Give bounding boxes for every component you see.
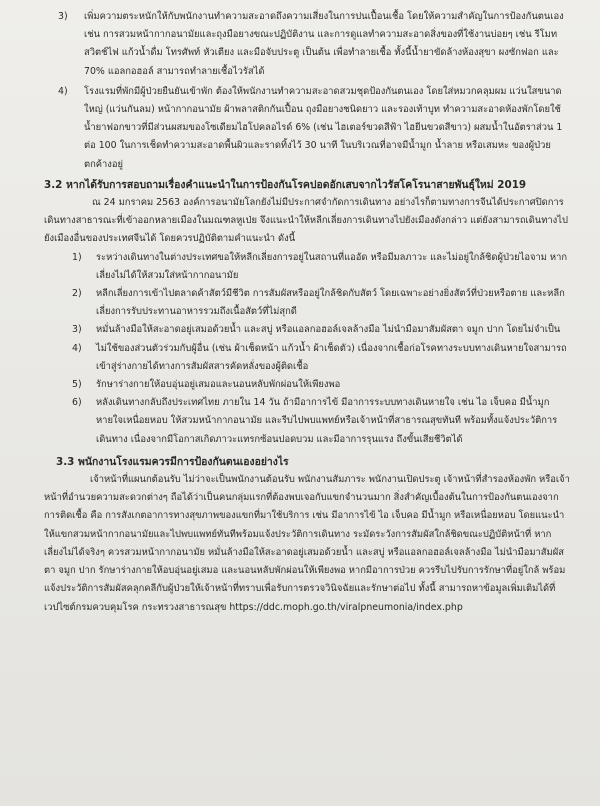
- section-intro: ณ 24 มกราคม 2563 องค์การอนามัยโลกยังไม่มีประกาศจำกัดการเดินทาง อย่างไรก็ตามทางการจีนได้ประกาศปิดการเดินทางสาธารณะที่เข้าออกหลายเมืองในมณฑลหูเป่ย จึงแนะนำให้หลีกเลี่ยงการเดินทางไปยังเมืองดังกล่าว แต่ยังสามารถเดินทางไปยังเมืองอื่นของประเทศจีนได้ โดยควรปฏิบัติตามคำแนะนำ ดังนี้: [44, 197, 568, 245]
- list-item: [44, 8, 570, 81]
- list-item: [44, 321, 570, 339]
- item-number: 2): [72, 288, 82, 300]
- item-number: 3): [58, 11, 68, 22]
- item-number: 1): [72, 251, 82, 263]
- section-body: เจ้าหน้าที่แผนกต้อนรับ ไม่ว่าจะเป็นพนักงานต้อนรับ พนักงานสัมภาระ พนักงานเปิดประตู เจ้าหน้าที่สำรองห้องพัก หรือเจ้าหน้าที่อำนวยความสะดวกต่างๆ ถือได้ว่าเป็นคนกลุ่มแรกที่ต้องพบเจอกับแขกจำนวนมาก สิ่งสำคัญเบื้องต้นในการป้องกันตนเองจากการติดเชื้อ คือ การสังเกตอาการทางสุขภาพของแขกที่มาใช้บริการ เช่น มีอาการไข้ ไอ เจ็บคอ มีน้ำมูก หรือเหนื่อยหอบ โดยแนะนำให้แขกสวมหน้ากากอนามัยและไปพบแพทย์ทันทีพร้อมแจ้งประวัติการเดินทาง ระมัดระวังการสัมผัสใกล้ชิดขณะปฏิบัติหน้าที่ หากเลี่ยงไม่ได้จริงๆ ควรสวมหน้ากากอนามัย หมั่นล้างมือให้สะอาดอยู่เสมอด้วยน้ำ และสบู่ หรือแอลกอฮอล์เจลล้างมือ ไม่นำมือมาสัมผัสตา จมูก ปาก รักษาร่างกายให้อบอุ่นอยู่เสมอ และนอนหลับพักผ่อนให้เพียงพอ หากมีอาการป่วย ควรรีบไปรับการรักษาที่อยู่ใกล้ พร้อมแจ้งประวัติการสัมผัสคลุกคลีกับผู้ป่วยให้เจ้าหน้าที่ทราบเพื่อรับการตรวจวินิจฉัยและรักษาต่อไป ทั้งนี้ สามารถหาข้อมูลเพิ่มเติมได้ที่ เวปไซต์กรมควบคุมโรค กระทรวงสาธารณสุข https://ddc.moph.go.th/viralpneumonia/index.php: [44, 474, 570, 613]
- section-heading: 3.3 พนักงานโรงแรมควรมีการป้องกันตนเองอย่างไร: [56, 455, 289, 468]
- list-item: [44, 83, 570, 174]
- item-number: 5): [72, 379, 82, 391]
- list-item: [44, 340, 570, 376]
- list-item: [44, 285, 570, 321]
- item-number: 3): [72, 324, 82, 336]
- item-number: 6): [72, 397, 82, 409]
- item-text: รักษาร่างกายให้อบอุ่นอยู่เสมอและนอนหลับพักผ่อนให้เพียงพอ: [96, 379, 341, 391]
- item-text: โรงแรมที่พักมีผู้ป่วยยืนยันเข้าพัก ต้องให้พนักงานทำความสะอาดสวมชุดป้องกันตนเอง โดยใส่หมวกคลุมผม แว่นใสขนาดใหญ่ (แว่นกันลม) หน้ากากอนามัย ผ้าพลาสติกกันเปื้อน ถุงมือยางชนิดยาว และรองเท้าบูท ทำความสะอาดห้องพักโดยใช้น้ำยาฟอกขาวที่มีส่วนผสมของโซเดียมไฮโปคลอไรด์ 6% (เช่น ไฮเตอร์ขวดสีฟ้า ไฮยีนขวดสีขาว) ผสมน้ำในอัตราส่วน 1 ต่อ 100 ในการเช็ดทำความสะอาดพื้นผิวและราดทิ้งไว้ 30 นาที ในบริเวณที่อาจมีน้ำมูก น้ำลาย หรือเสมหะ ของผู้ป่วยตกค้างอยู่: [84, 85, 563, 170]
- item-number: 4): [58, 85, 68, 97]
- list-item: [44, 394, 570, 449]
- item-number: 4): [72, 342, 82, 354]
- item-text: หลีกเลี่ยงการเข้าไปตลาดค้าสัตว์มีชีวิต การสัมผัสหรืออยู่ใกล้ชิดกับสัตว์ โดยเฉพาะอย่างยิ่งสัตว์ที่ป่วยหรือตาย และหลีกเลี่ยงการรับประทานอาหารรวมถึงเนื้อสัตว์ที่ไม่สุกดี: [96, 288, 565, 318]
- section-heading: 3.2 หากได้รับการสอบถามเรื่องคำแนะนำในการป้องกันโรคปอดอักเสบจากไวรัสโคโรนาสายพันธุ์ใหม่ 2019: [44, 178, 527, 191]
- item-text: เพิ่มความตระหนักให้กับพนักงานทำความสะอาดถึงความเสี่ยงในการปนเปื้อนเชื้อ โดยให้ความสำคัญในการป้องกันตนเอง เช่น การสวมหน้ากากอนามัยและถุงมือยางขณะปฏิบัติงาน และการดูแลทำความสะอาดสิ่งของที่ใช้งานบ่อยๆ เช่น รีโมท สวิตช์ไฟ แก้วน้ำดื่ม โทรศัพท์ หัวเตียง และมือจับประตู เป็นต้น เพื่อทำลายเชื้อ ทั้งนี้น้ำยาขัดล้างห้องสุขา ผงซักฟอก และ 70% แอลกอฮอล์ สามารถทำลายเชื้อไวรัสได้: [84, 11, 564, 77]
- list-item: [44, 249, 570, 285]
- list-item: [44, 376, 570, 394]
- item-text: ไม่ใช้ของส่วนตัวร่วมกับผู้อื่น (เช่น ผ้าเช็ดหน้า แก้วน้ำ ผ้าเช็ดตัว) เนื่องจากเชื้อก่อโรคทางระบบทางเดินหายใจสามารถเข้าสู่ร่างกายได้ทางการสัมผัสสารคัดหลั่งของผู้ติดเชื้อ: [96, 342, 567, 372]
- item-text: ระหว่างเดินทางในต่างประเทศขอให้หลีกเลี่ยงการอยู่ในสถานที่แออัด หรือมีมลภาวะ และไม่อยู่ใกล้ชิดผู้ป่วยไอจาม หากเลี่ยงไม่ได้ให้สวมใส่หน้ากากอนามัย: [96, 251, 568, 281]
- item-text: หมั่นล้างมือให้สะอาดอยู่เสมอด้วยน้ำ และสบู่ หรือแอลกอฮอล์เจลล้างมือ ไม่นำมือมาสัมผัสตา จมูก ปาก โดยไม่จำเป็น: [96, 324, 561, 336]
- item-text: หลังเดินทางกลับถึงประเทศไทย ภายใน 14 วัน ถ้ามีอาการไข้ มีอาการระบบทางเดินหายใจ เช่น ไอ เจ็บคอ มีน้ำมูก หายใจเหนื่อยหอบ ให้สวมหน้ากากอนามัย และรีบไปพบแพทย์หรือเจ้าหน้าที่สาธารณสุขทันที พร้อมทั้งแจ้งประวัติการเดินทาง เนื่องจากมีโอกาสเกิดภาวะแทรกซ้อนปอดบวม และมีอาการรุนแรง ถึงขั้นเสียชีวิตได้: [96, 397, 558, 445]
